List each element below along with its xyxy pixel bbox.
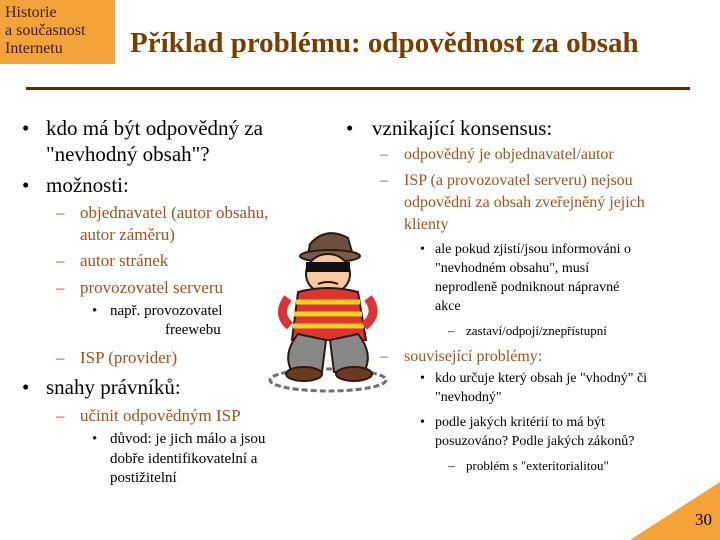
dot: • xyxy=(420,242,425,257)
example-line-1: např. provozovatel xyxy=(110,303,223,319)
problem-2-line-2: posuzováno? Podle jakých zákonů? xyxy=(435,434,635,449)
dot: • xyxy=(92,431,98,447)
bullet: • xyxy=(346,116,354,140)
related-heading: související problémy: xyxy=(404,348,543,365)
action-note: zastaví/odpojí/znepřístupní xyxy=(466,323,607,338)
option-3: provozovatel serveru xyxy=(80,278,224,297)
exterritoriality-note: problém s "exteritorialitou" xyxy=(466,458,609,473)
question-line-2: "nevhodný obsah"? xyxy=(46,142,210,166)
reason-line-3: postižitelní xyxy=(110,470,177,486)
logo-line-3: Internetu xyxy=(5,40,63,57)
dot: • xyxy=(92,303,98,319)
bullet: • xyxy=(22,173,30,197)
consensus-point-1: odpovědný je objednavatel/autor xyxy=(404,146,614,163)
option-1-line-1: objednavatel (autor obsahu, xyxy=(80,203,269,222)
bullet: • xyxy=(22,375,30,399)
dash: – xyxy=(56,348,65,367)
option-2: autor stránek xyxy=(80,251,169,270)
problem-2-line-1: podle jakých kritérií to má být xyxy=(435,415,605,430)
dash: – xyxy=(380,146,388,163)
prisoner-clipart xyxy=(262,222,394,394)
lawyers-heading: snahy právníků: xyxy=(46,375,181,399)
dash: – xyxy=(380,348,388,365)
question-line-1: kdo má být odpovědný za xyxy=(46,116,263,140)
dash: – xyxy=(448,323,455,338)
consensus-heading: vznikající konsensus: xyxy=(372,116,553,140)
dot: • xyxy=(420,371,425,386)
bullet: • xyxy=(22,116,30,140)
option-1-line-2: autor záměru) xyxy=(80,225,175,244)
dash: – xyxy=(380,172,388,189)
consensus-point-2-line-3: klienty xyxy=(404,216,449,233)
note-line-3: neprodleně podniknout nápravné xyxy=(435,280,620,295)
note-line-4: akce xyxy=(435,299,461,314)
page-number: 30 xyxy=(695,510,712,529)
reason-line-2: dobře identifikovatelní a xyxy=(110,451,258,467)
logo-line-2: a současnost xyxy=(5,22,86,39)
slide-title: Příklad problému: odpovědnost za obsah xyxy=(130,27,639,59)
problem-1-line-1: kdo určuje který obsah je "vhodný" či xyxy=(435,371,648,386)
dash: – xyxy=(56,251,65,270)
consensus-point-2-line-2: odpovědni za obsah zveřejněný jejich xyxy=(404,194,645,211)
lawyers-point: učinit odpovědným ISP xyxy=(80,406,241,425)
consensus-point-2-line-1: ISP (a provozovatel serveru) nejsou xyxy=(404,172,633,189)
reason-line-1: důvod: je jich málo a jsou xyxy=(110,431,266,447)
dash: – xyxy=(56,406,65,425)
note-line-1: ale pokud zjistí/jsou informováni o xyxy=(435,242,631,257)
course-logo xyxy=(0,0,115,64)
problem-1-line-2: "nevhodný" xyxy=(435,390,502,405)
title-divider xyxy=(26,87,690,90)
logo-line-1: Historie xyxy=(5,4,57,21)
options-heading: možnosti: xyxy=(46,173,129,197)
note-line-2: "nevhodném obsahu", musí xyxy=(435,261,590,276)
dash: – xyxy=(56,203,65,222)
dash: – xyxy=(448,458,455,473)
option-4: ISP (provider) xyxy=(80,348,178,367)
dash: – xyxy=(56,278,65,297)
example-line-2: freewebu xyxy=(165,322,221,338)
dot: • xyxy=(420,415,425,430)
